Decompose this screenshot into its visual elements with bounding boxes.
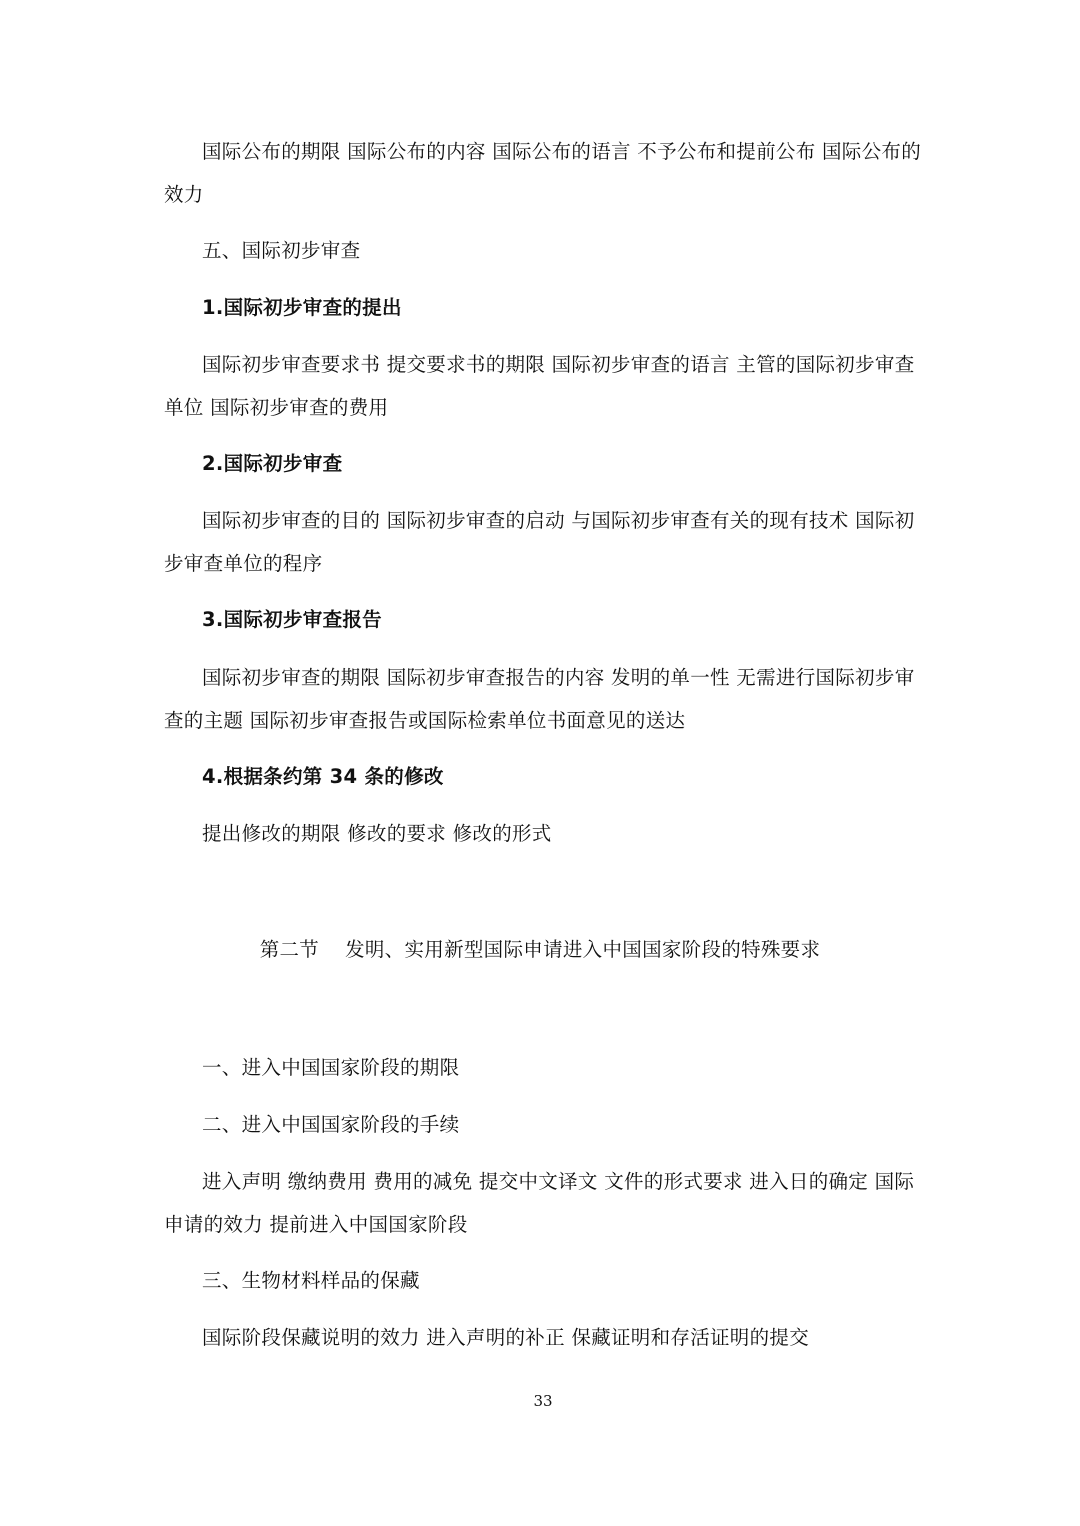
- subsection-3-items: 国际初步审查的期限 国际初步审查报告的内容 发明的单一性 无需进行国际初步审查的主题 国际初步审查报告或国际检索单位书面意见的送达: [164, 666, 915, 732]
- page-number: 33: [533, 1392, 553, 1410]
- subsection-4-items: 提出修改的期限 修改的要求 修改的形式: [202, 822, 552, 845]
- part-1-heading: 一、进入中国国家阶段的期限: [202, 1056, 460, 1079]
- part-3-items: 国际阶段保藏说明的效力 进入声明的补正 保藏证明和存活证明的提交: [202, 1326, 809, 1349]
- subsection-2-heading: 2.国际初步审查: [202, 452, 343, 475]
- subsection-1-heading: 1.国际初步审查的提出: [202, 296, 402, 319]
- subsection-1-items: 国际初步审查要求书 提交要求书的期限 国际初步审查的语言 主管的国际初步审查单位 国际初步审查的费用: [164, 353, 915, 419]
- subsection-3-heading: 3.国际初步审查报告: [202, 608, 382, 631]
- subsection-2-items: 国际初步审查的目的 国际初步审查的启动 与国际初步审查有关的现有技术 国际初步审查单位的程序: [164, 509, 915, 575]
- part-2-heading: 二、进入中国国家阶段的手续: [202, 1113, 460, 1136]
- part-2-items: 进入声明 缴纳费用 费用的减免 提交中文译文 文件的形式要求 进入日的确定 国际申请的效力 提前进入中国国家阶段: [164, 1170, 915, 1236]
- section-2-title: 第二节 发明、实用新型国际申请进入中国国家阶段的特殊要求: [259, 938, 821, 961]
- section-5-heading: 五、国际初步审查: [202, 239, 361, 262]
- part-3-heading: 三、生物材料样品的保藏: [202, 1269, 420, 1292]
- publication-items-paragraph: 国际公布的期限 国际公布的内容 国际公布的语言 不予公布和提前公布 国际公布的效力: [164, 140, 921, 206]
- subsection-4-heading: 4.根据条约第 34 条的修改: [202, 765, 444, 788]
